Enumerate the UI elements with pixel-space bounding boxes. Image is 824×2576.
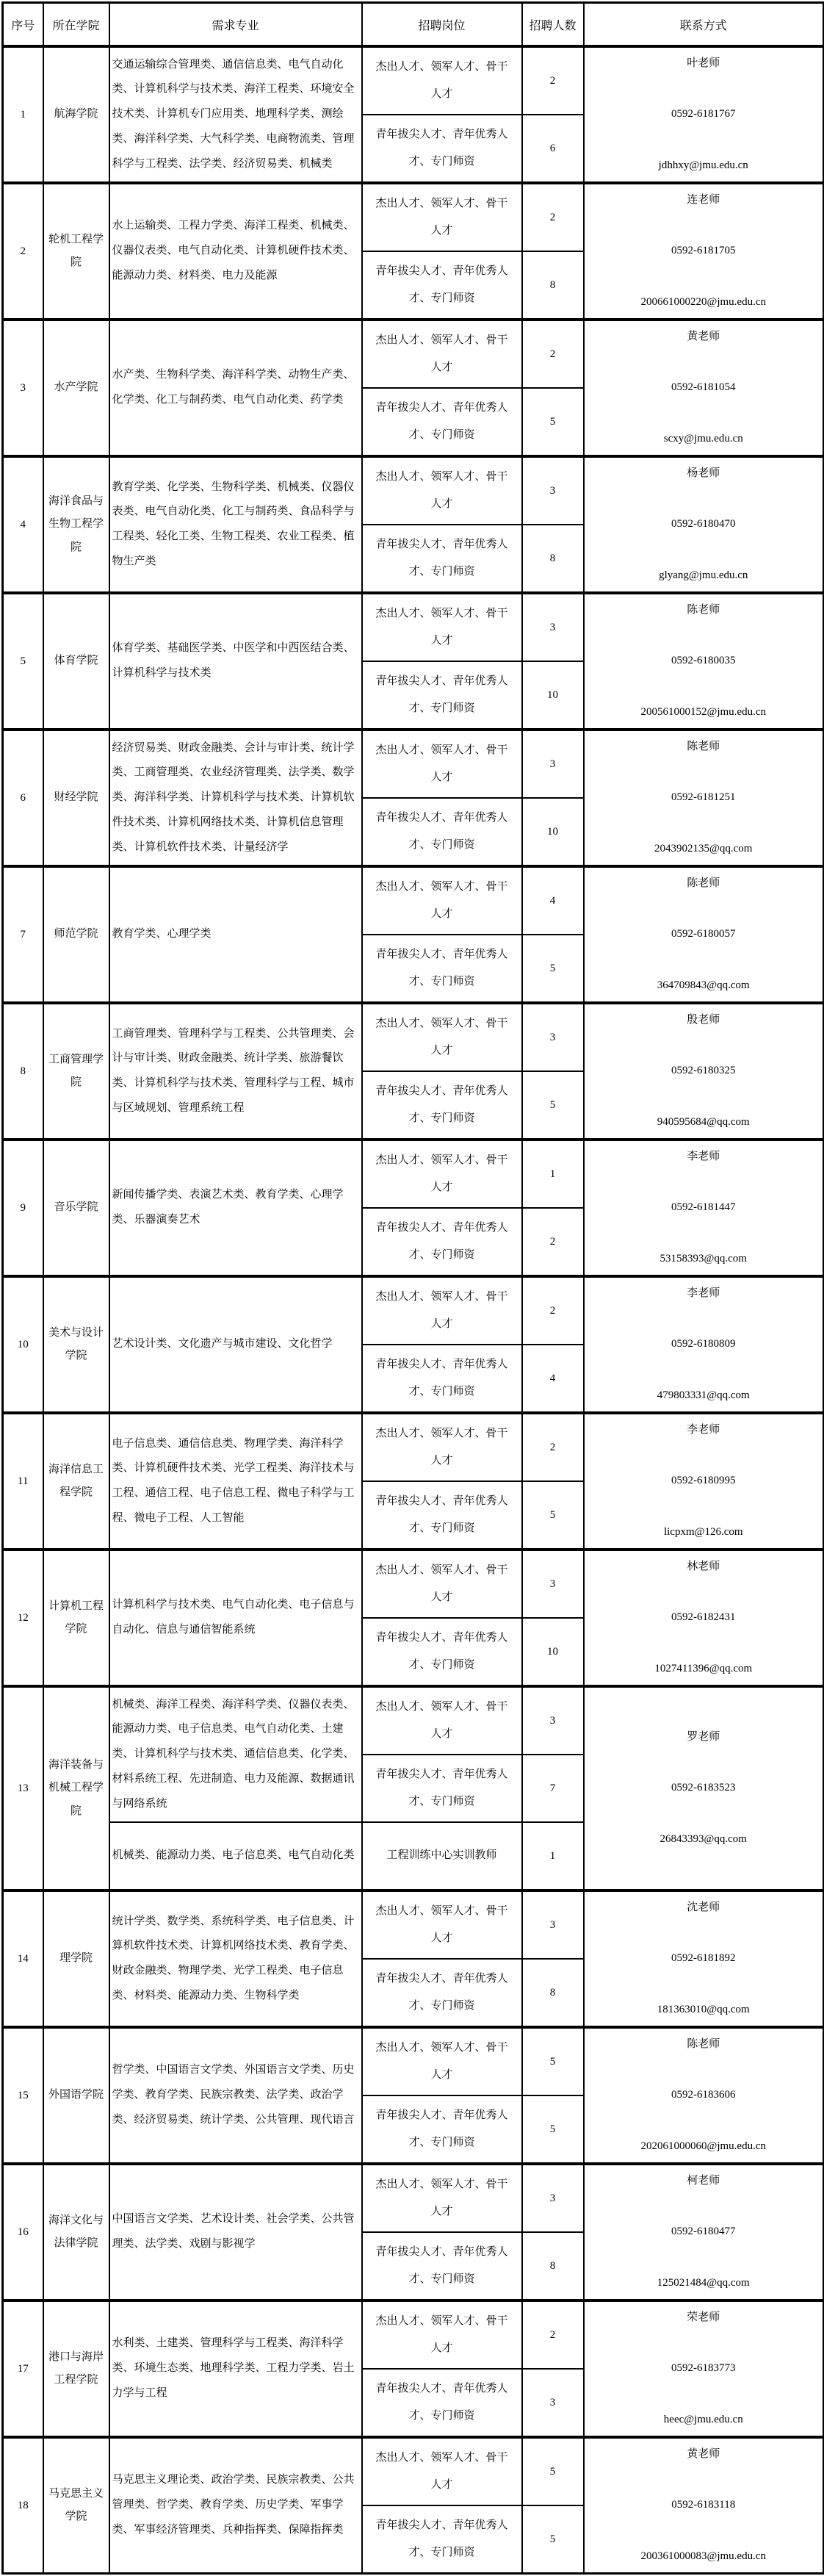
required-majors: 交通运输综合管理类、通信信息类、电气自动化类、计算机科学与技术类、海洋工程类、环境安全技术类、计算机专门应用类、地理科学类、测绘类、海洋科学类、大气科学类、电商物流类、管理科学与工程类、法学类、经济贸易类、机械类 (109, 46, 362, 183)
recruit-count: 5 (522, 2437, 584, 2505)
required-majors: 教育学类、化学类、生物科学类、机械类、仪器仪表类、电气自动化类、化工与制药类、食品科学与工程类、轻化工类、生物工程类、农业工程类、植物生产类 (109, 456, 362, 593)
position-title: 杰出人才、领军人才、骨干人才 (362, 1276, 522, 1345)
header-position: 招聘岗位 (362, 3, 522, 47)
required-majors: 哲学类、中国语言文学类、外国语言文学类、历史学类、教育学类、民族宗教类、法学类、政治学类、经济贸易类、统计学类、公共管理、现代语言 (109, 2027, 362, 2164)
contact-phone: 0592-6181054 (671, 381, 736, 394)
contact-cell (584, 2300, 824, 2437)
header-majors: 需求专业 (109, 3, 362, 47)
position-title: 青年拔尖人才、青年优秀人才、专门师资 (362, 1755, 522, 1822)
recruit-count: 5 (522, 935, 584, 1003)
contact-name: 李老师 (687, 1287, 720, 1299)
table-row (3, 730, 824, 798)
table-row (3, 1413, 824, 1481)
recruit-count: 1 (522, 1822, 584, 1890)
position-title: 青年拔尖人才、青年优秀人才、专门师资 (362, 1618, 522, 1686)
contact-email: 26843393@qq.com (659, 1832, 747, 1845)
row-number: 17 (3, 2300, 43, 2437)
recruit-count: 3 (522, 2164, 584, 2232)
row-number: 7 (3, 866, 43, 1003)
position-title: 青年拔尖人才、青年优秀人才、专门师资 (362, 1345, 522, 1413)
contact-cell (584, 46, 824, 183)
row-number: 5 (3, 593, 43, 730)
contact-name: 陈老师 (687, 740, 720, 752)
position-title: 青年拔尖人才、青年优秀人才、专门师资 (362, 1071, 522, 1140)
recruit-count: 2 (522, 1208, 584, 1276)
recruitment-table (1, 1, 824, 2575)
table-row (3, 1003, 824, 1071)
row-number: 8 (3, 1003, 43, 1140)
recruit-count: 10 (522, 798, 584, 866)
contact-phone: 0592-6180477 (671, 2226, 736, 2238)
required-majors: 机械类、能源动力类、电子信息类、电气自动化类 (109, 1822, 362, 1890)
contact-email: jdhhxy@jmu.edu.cn (658, 159, 748, 171)
recruit-count: 5 (522, 1071, 584, 1140)
table-header (3, 3, 824, 47)
college-name: 师范学院 (43, 866, 109, 1003)
position-title: 杰出人才、领军人才、骨干人才 (362, 1413, 522, 1481)
required-majors: 水上运输类、工程力学类、海洋工程类、机械类、仪器仪表类、电气自动化类、计算机硬件技术类、能源动力类、材料类、电力及能源 (109, 183, 362, 320)
table-row (3, 593, 824, 661)
contact-phone: 0592-6180995 (671, 1475, 736, 1487)
position-title: 杰出人才、领军人才、骨干人才 (362, 320, 522, 388)
college-name: 财经学院 (43, 730, 109, 866)
position-title: 青年拔尖人才、青年优秀人才、专门师资 (362, 525, 522, 593)
required-majors: 计算机科学与技术类、电气自动化类、电子信息与自动化、信息与通信智能系统 (109, 1550, 362, 1686)
college-name: 海洋装备与机械工程学院 (43, 1686, 109, 1890)
position-title: 杰出人才、领军人才、骨干人才 (362, 46, 522, 115)
position-title: 杰出人才、领军人才、骨干人才 (362, 2027, 522, 2095)
contact-email: 53158393@qq.com (659, 1252, 747, 1264)
contact-phone: 0592-6181251 (671, 791, 736, 804)
contact-cell (584, 866, 824, 1003)
row-number: 12 (3, 1550, 43, 1686)
contact-email: 181363010@qq.com (657, 2003, 750, 2015)
required-majors: 新闻传播学类、表演艺术类、教育学类、心理学类、乐器演奏艺术 (109, 1140, 362, 1276)
table-row (3, 1140, 824, 1208)
contact-phone: 0592-6181447 (671, 1201, 736, 1214)
contact-email: 364709843@qq.com (657, 979, 750, 991)
position-title: 杰出人才、领军人才、骨干人才 (362, 1550, 522, 1618)
row-number: 13 (3, 1686, 43, 1890)
required-majors: 机械类、海洋工程类、海洋科学类、仪器仪表类、能源动力类、电子信息类、电气自动化类、土建类、计算机科学与技术类、通信信息类、化学类、材料系统工程、先进制造、电力及能源、数据通讯与网络系统 (109, 1686, 362, 1822)
college-name: 港口与海岸工程学院 (43, 2300, 109, 2437)
contact-phone: 0592-6183606 (671, 2089, 736, 2101)
header-college: 所在学院 (43, 3, 109, 47)
college-name: 海洋文化与法律学院 (43, 2164, 109, 2300)
recruit-count: 8 (522, 2232, 584, 2300)
contact-phone: 0592-6183523 (671, 1782, 736, 1794)
contact-phone: 0592-6180470 (671, 518, 736, 530)
row-number: 9 (3, 1140, 43, 1276)
recruit-count: 3 (522, 1550, 584, 1618)
position-title: 杰出人才、领军人才、骨干人才 (362, 1003, 522, 1071)
position-title: 青年拔尖人才、青年优秀人才、专门师资 (362, 388, 522, 456)
contact-phone: 0592-6181892 (671, 1952, 736, 1965)
contact-phone: 0592-6183773 (671, 2362, 736, 2375)
table-row (3, 1276, 824, 1345)
contact-name: 柯老师 (687, 2174, 720, 2187)
contact-phone: 0592-6180057 (671, 928, 736, 940)
contact-name: 杨老师 (687, 467, 720, 479)
position-title: 工程训练中心实训教师 (362, 1822, 522, 1890)
required-majors: 统计学类、数学类、系统科学类、电子信息类、计算机软件技术类、计算机网络技术类、教育学类、财政金融类、物理学类、光学工程类、电子信息类、材料类、能源动力类、生物科学类 (109, 1890, 362, 2027)
table-row (3, 1550, 824, 1618)
contact-email: glyang@jmu.edu.cn (659, 569, 748, 581)
row-number: 6 (3, 730, 43, 866)
contact-cell (584, 1890, 824, 2027)
college-name: 航海学院 (43, 46, 109, 183)
position-title: 杰出人才、领军人才、骨干人才 (362, 2300, 522, 2369)
contact-cell (584, 730, 824, 866)
recruit-count: 3 (522, 730, 584, 798)
contact-email: 200661000220@jmu.edu.cn (640, 295, 766, 308)
required-majors: 电子信息类、通信信息类、物理学类、海洋科学类、计算机硬件技术类、光学工程类、海洋技术与工程、通信工程、电子信息工程、微电子科学与工程、微电子工程、人工智能 (109, 1413, 362, 1550)
position-title: 青年拔尖人才、青年优秀人才、专门师资 (362, 2095, 522, 2164)
required-majors: 水利类、土建类、管理科学与工程类、海洋科学类、环境生态类、地理科学类、工程力学类、岩土力学与工程 (109, 2300, 362, 2437)
recruit-count: 10 (522, 661, 584, 730)
position-title: 杰出人才、领军人才、骨干人才 (362, 730, 522, 798)
contact-name: 陈老师 (687, 603, 720, 616)
recruit-count: 4 (522, 866, 584, 935)
recruit-count: 6 (522, 115, 584, 183)
contact-name: 沈老师 (687, 1901, 720, 1913)
table-row (3, 1686, 824, 1755)
contact-phone: 0592-6183118 (671, 2499, 736, 2511)
contact-cell (584, 1140, 824, 1276)
position-title: 杰出人才、领军人才、骨干人才 (362, 2164, 522, 2232)
position-title: 青年拔尖人才、青年优秀人才、专门师资 (362, 1481, 522, 1550)
row-number: 10 (3, 1276, 43, 1413)
contact-cell (584, 1413, 824, 1550)
required-majors: 工商管理类、管理科学与工程类、公共管理类、会计与审计类、财政金融类、统计学类、旅游餐饮类、计算机科学与技术类、管理科学与工程、城市与区域规划、管理系统工程 (109, 1003, 362, 1140)
college-name: 计算机工程学院 (43, 1550, 109, 1686)
position-title: 青年拔尖人才、青年优秀人才、专门师资 (362, 661, 522, 730)
recruit-count: 4 (522, 1345, 584, 1413)
college-name: 体育学院 (43, 593, 109, 730)
recruit-count: 8 (522, 1959, 584, 2027)
college-name: 美术与设计学院 (43, 1276, 109, 1413)
contact-name: 陈老师 (687, 2037, 720, 2050)
contact-email: 200361000083@jmu.edu.cn (640, 2550, 766, 2562)
contact-name: 李老师 (687, 1423, 720, 1436)
header-count: 招聘人数 (522, 3, 584, 47)
contact-phone: 0592-6181705 (671, 245, 736, 257)
table-row (3, 456, 824, 525)
contact-phone: 0592-6180035 (671, 655, 736, 667)
row-number: 2 (3, 183, 43, 320)
row-number: 15 (3, 2027, 43, 2164)
contact-name: 黄老师 (687, 2447, 720, 2460)
contact-email: scxy@jmu.edu.cn (663, 432, 743, 445)
row-number: 4 (3, 456, 43, 593)
recruit-count: 3 (522, 456, 584, 525)
college-name: 音乐学院 (43, 1140, 109, 1276)
position-title: 杰出人才、领军人才、骨干人才 (362, 1140, 522, 1208)
recruit-count: 5 (522, 388, 584, 456)
required-majors: 马克思主义理论类、政治学类、民族宗教类、公共管理类、哲学类、教育学类、历史学类、军事学类、军事经济管理类、兵种指挥类、保障指挥类 (109, 2437, 362, 2574)
position-title: 青年拔尖人才、青年优秀人才、专门师资 (362, 115, 522, 183)
contact-email: heec@jmu.edu.cn (663, 2413, 743, 2425)
header-no: 序号 (3, 3, 43, 47)
contact-name: 连老师 (687, 193, 720, 206)
position-title: 青年拔尖人才、青年优秀人才、专门师资 (362, 2369, 522, 2437)
contact-name: 叶老师 (687, 57, 720, 69)
recruit-count: 3 (522, 1890, 584, 1959)
position-title: 青年拔尖人才、青年优秀人才、专门师资 (362, 251, 522, 320)
college-name: 马克思主义学院 (43, 2437, 109, 2574)
required-majors: 体育学类、基础医学类、中医学和中西医结合类、计算机科学与技术类 (109, 593, 362, 730)
table-row (3, 2300, 824, 2369)
position-title: 杰出人才、领军人才、骨干人才 (362, 2437, 522, 2505)
table-row (3, 183, 824, 251)
contact-cell (584, 183, 824, 320)
recruit-count: 2 (522, 1276, 584, 1345)
contact-phone: 0592-6181767 (671, 108, 736, 120)
table-row (3, 46, 824, 115)
contact-name: 罗老师 (687, 1730, 720, 1743)
college-name: 理学院 (43, 1890, 109, 2027)
position-title: 青年拔尖人才、青年优秀人才、专门师资 (362, 2232, 522, 2300)
contact-name: 殷老师 (687, 1013, 720, 1026)
recruit-count: 3 (522, 1003, 584, 1071)
contact-phone: 0592-6182431 (671, 1611, 736, 1624)
contact-cell (584, 1686, 824, 1890)
contact-cell (584, 1003, 824, 1140)
position-title: 杰出人才、领军人才、骨干人才 (362, 456, 522, 525)
position-title: 杰出人才、领军人才、骨干人才 (362, 1890, 522, 1959)
contact-name: 李老师 (687, 1150, 720, 1162)
contact-cell (584, 1276, 824, 1413)
table-row (3, 320, 824, 388)
contact-phone: 0592-6180325 (671, 1065, 736, 1077)
contact-name: 陈老师 (687, 877, 720, 889)
recruit-count: 5 (522, 1481, 584, 1550)
row-number: 18 (3, 2437, 43, 2574)
position-title: 青年拔尖人才、青年优秀人才、专门师资 (362, 1208, 522, 1276)
required-majors: 经济贸易类、财政金融类、会计与审计类、统计学类、工商管理类、农业经济管理类、法学类、数学类、海洋科学类、计算机科学与技术类、计算机软件技术类、计算机网络技术类、计算机信息管理类、计算机软件技术类、计量经济学 (109, 730, 362, 866)
position-title: 杰出人才、领军人才、骨干人才 (362, 866, 522, 935)
row-number: 3 (3, 320, 43, 456)
college-name: 外国语学院 (43, 2027, 109, 2164)
table-row (3, 2027, 824, 2095)
contact-email: licpxm@126.com (663, 1525, 743, 1538)
required-majors: 艺术设计类、文化遗产与城市建设、文化哲学 (109, 1276, 362, 1413)
required-majors: 中国语言文学类、艺术设计类、社会学类、公共管理类、法学类、戏剧与影视学 (109, 2164, 362, 2300)
position-title: 杰出人才、领军人才、骨干人才 (362, 183, 522, 251)
contact-cell (584, 456, 824, 593)
college-name: 海洋信息工程学院 (43, 1413, 109, 1550)
recruit-count: 2 (522, 1413, 584, 1481)
recruit-count: 10 (522, 1618, 584, 1686)
contact-cell (584, 1550, 824, 1686)
table-row (3, 2164, 824, 2232)
recruit-count: 5 (522, 2095, 584, 2164)
college-name: 工商管理学院 (43, 1003, 109, 1140)
position-title: 杰出人才、领军人才、骨干人才 (362, 593, 522, 661)
college-name: 海洋食品与生物工程学院 (43, 456, 109, 593)
contact-email: 202061000060@jmu.edu.cn (640, 2140, 766, 2152)
position-title: 青年拔尖人才、青年优秀人才、专门师资 (362, 2505, 522, 2574)
contact-email: 200561000152@jmu.edu.cn (640, 705, 766, 718)
position-title: 杰出人才、领军人才、骨干人才 (362, 1686, 522, 1755)
recruit-count: 3 (522, 1686, 584, 1755)
contact-cell (584, 2437, 824, 2574)
required-majors: 水产类、生物科学类、海洋科学类、动物生产类、化学类、化工与制药类、电气自动化类、药学类 (109, 320, 362, 456)
table-row (3, 2437, 824, 2505)
recruit-count: 5 (522, 2505, 584, 2574)
recruit-count: 3 (522, 593, 584, 661)
contact-cell (584, 593, 824, 730)
position-title: 青年拔尖人才、青年优秀人才、专门师资 (362, 798, 522, 866)
row-number: 11 (3, 1413, 43, 1550)
recruit-count: 7 (522, 1755, 584, 1822)
contact-email: 940595684@qq.com (657, 1115, 750, 1128)
contact-name: 黄老师 (687, 330, 720, 342)
college-name: 轮机工程学院 (43, 183, 109, 320)
contact-cell (584, 2164, 824, 2300)
row-number: 1 (3, 46, 43, 183)
table-row (3, 866, 824, 935)
contact-email: 1027411396@qq.com (654, 1662, 753, 1674)
row-number: 14 (3, 1890, 43, 2027)
row-number: 16 (3, 2164, 43, 2300)
contact-phone: 0592-6180809 (671, 1338, 736, 1350)
position-title: 青年拔尖人才、青年优秀人才、专门师资 (362, 1959, 522, 2027)
table-row (3, 1890, 824, 1959)
recruit-count: 8 (522, 525, 584, 593)
table-body (3, 46, 824, 2574)
recruit-count: 1 (522, 1140, 584, 1208)
recruit-count: 3 (522, 2369, 584, 2437)
recruit-count: 2 (522, 183, 584, 251)
contact-cell (584, 2027, 824, 2164)
recruit-count: 8 (522, 251, 584, 320)
recruit-count: 5 (522, 2027, 584, 2095)
contact-name: 荣老师 (687, 2311, 720, 2323)
college-name: 水产学院 (43, 320, 109, 456)
recruit-count: 2 (522, 46, 584, 115)
contact-name: 林老师 (687, 1560, 720, 1572)
recruit-count: 2 (522, 2300, 584, 2369)
header-contact: 联系方式 (584, 3, 824, 47)
position-title: 青年拔尖人才、青年优秀人才、专门师资 (362, 935, 522, 1003)
required-majors: 教育学类、心理学类 (109, 866, 362, 1003)
contact-cell (584, 320, 824, 456)
contact-email: 479803331@qq.com (657, 1389, 750, 1401)
recruit-count: 2 (522, 320, 584, 388)
contact-email: 2043902135@qq.com (654, 842, 753, 855)
contact-email: 125021484@qq.com (657, 2276, 750, 2289)
